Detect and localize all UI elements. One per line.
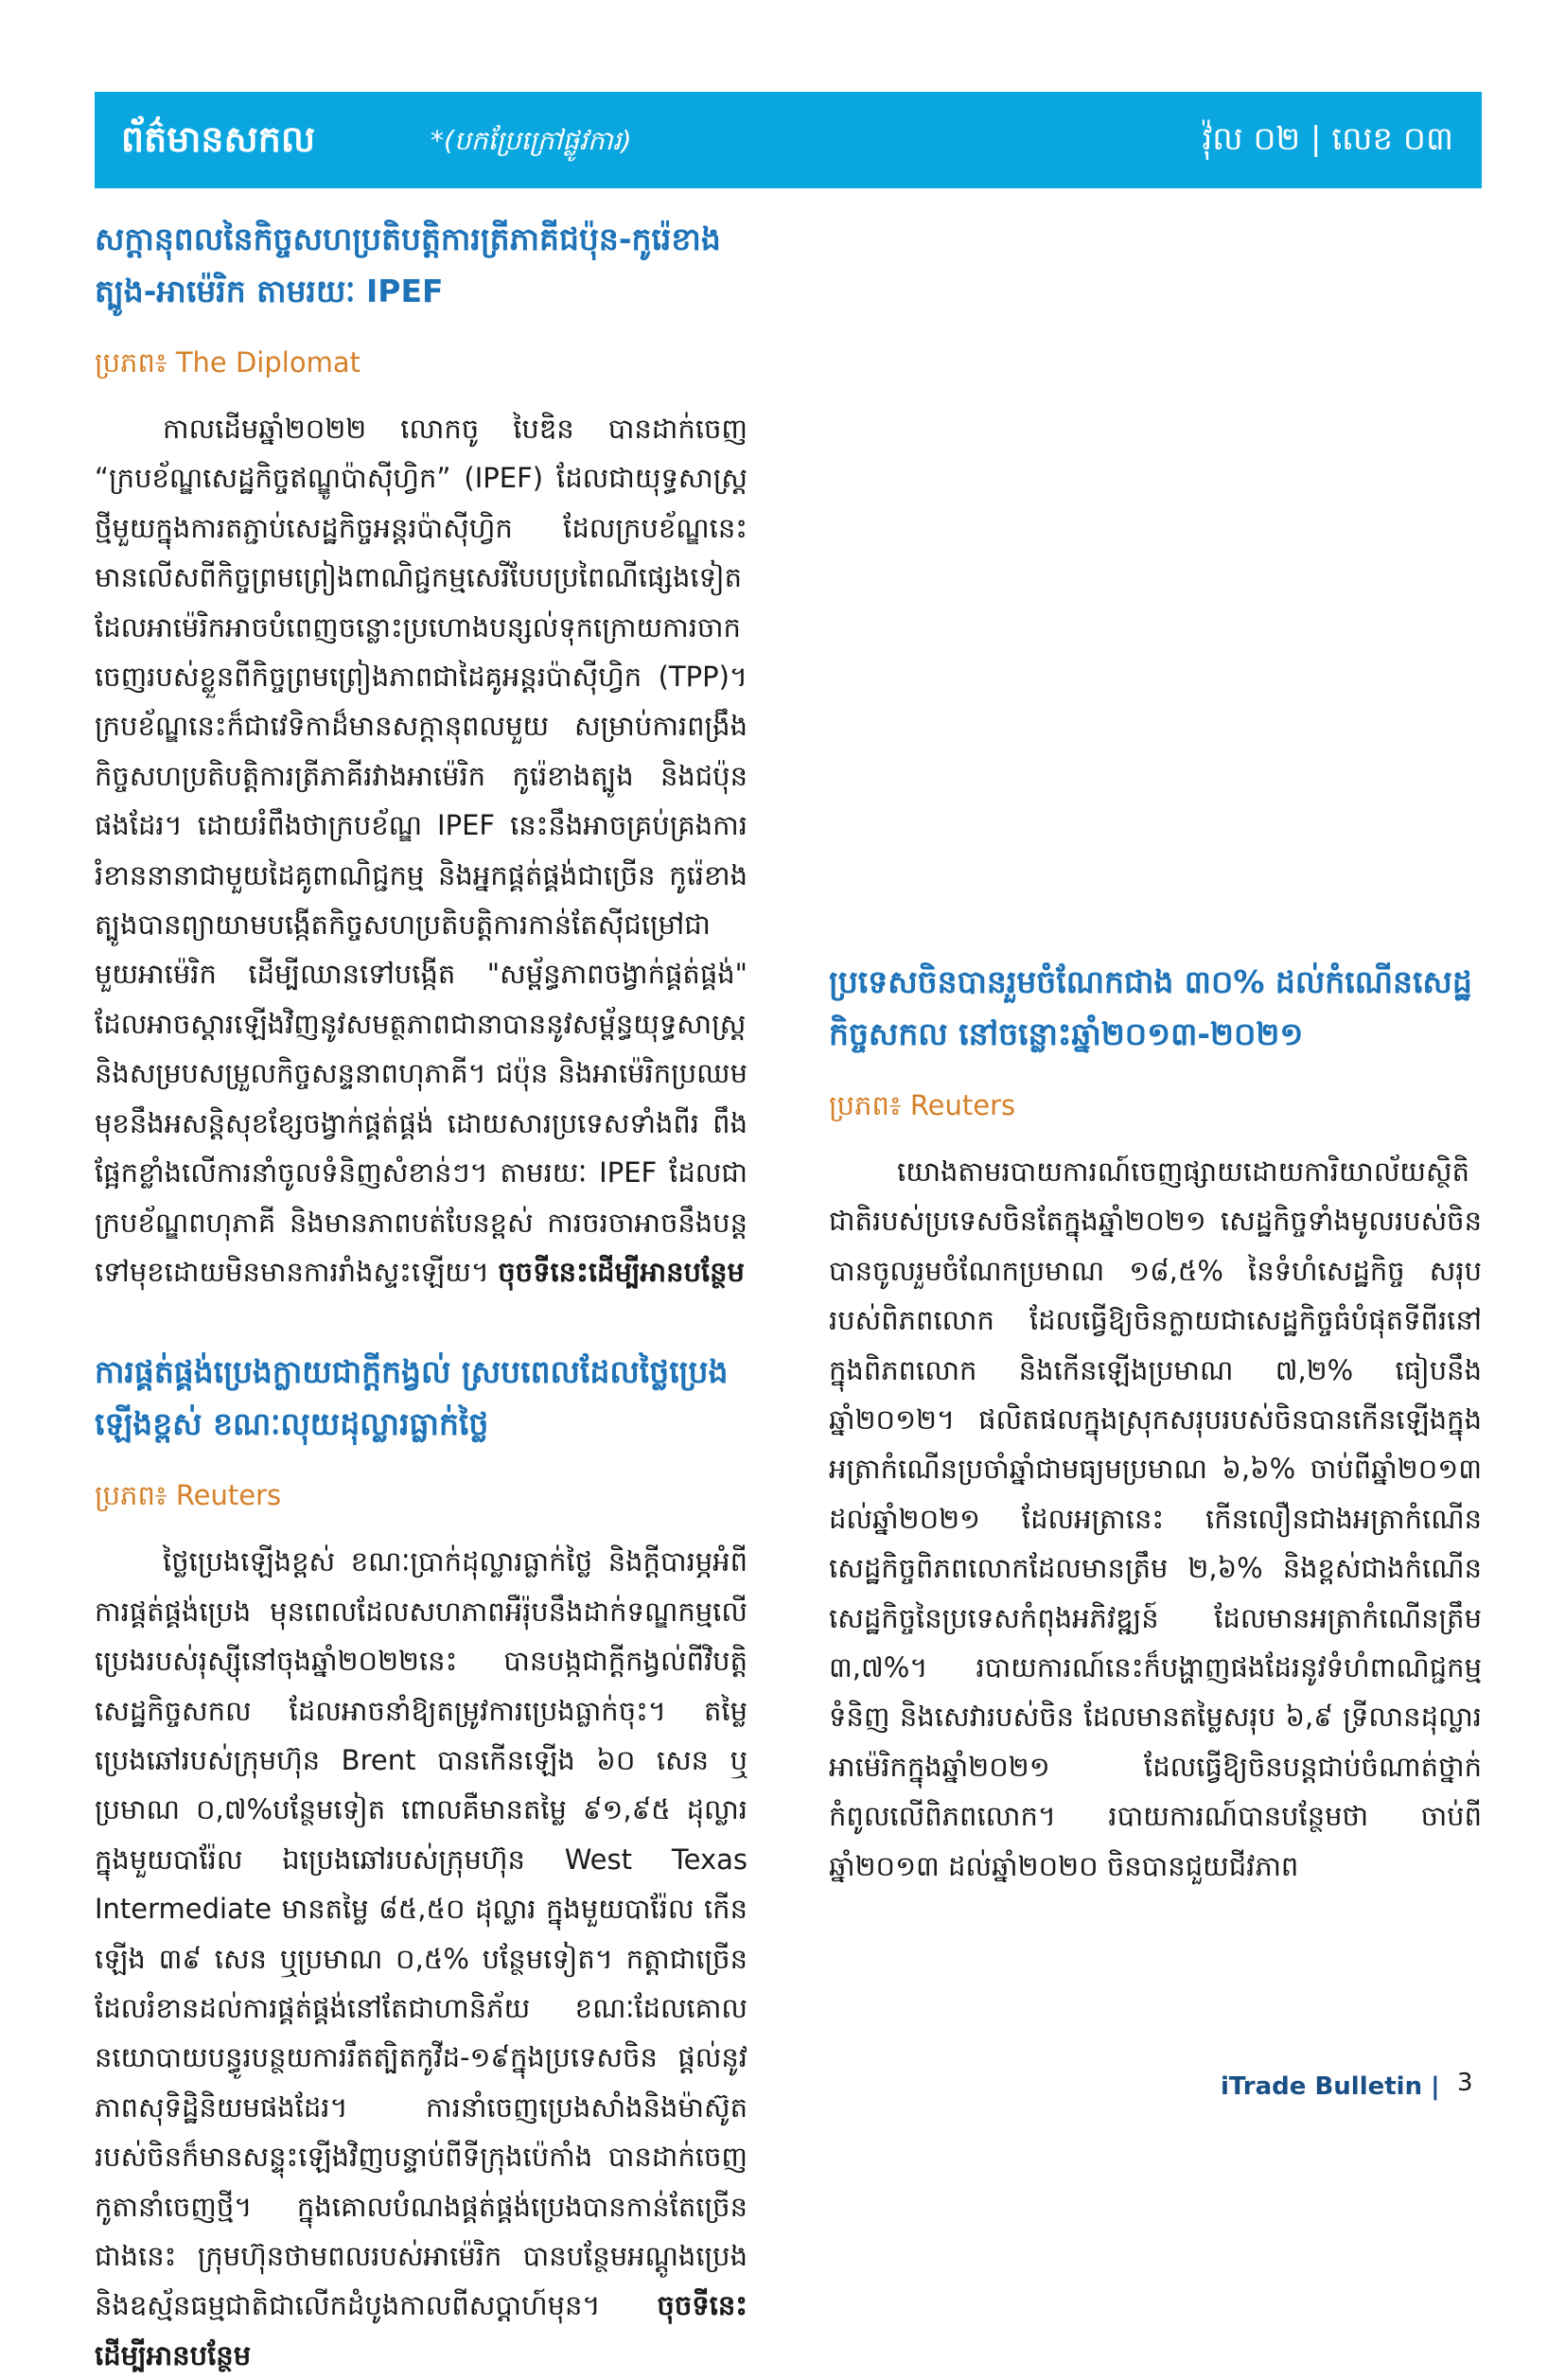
article-body (829, 1147, 1482, 1891)
article-headline: សក្តានុពលនៃកិច្ចសហប្រតិបត្តិការត្រីភាគីជប៉ុន-កូរ៉េខាងត្បូង-អាម៉េរិក តាមរយៈ IPEF (95, 220, 721, 309)
page-footer (1221, 2069, 1495, 2101)
article-oil-supply (95, 1346, 747, 2380)
page-number: 3 (1457, 2069, 1473, 2097)
section-title: ព័ត៌មានសកល (121, 118, 316, 160)
article-ipef (95, 213, 747, 1296)
page-header-bar (95, 92, 1482, 188)
article-body-text: យោងតាមរបាយការណ៍ចេញផ្សាយដោយការិយាល័យស្ថិតិជាតិរបស់ប្រទេសចិនតែក្នុងឆ្នាំ២០២១ សេដ្ឋកិច្ចទាំងមូលរបស់ចិនបានចូលរួមចំណែកប្រមាណ ១៨,៥% នៃទំហំសេដ្ឋកិច្ច សរុបរបស់ពិភពលោក ដែលធ្វើឱ្យចិនក្លាយជាសេដ្ឋកិច្ចធំបំផុតទីពីរនៅក្នុងពិភពលោក និងកើនឡើងប្រមាណ ៧,២% ធៀបនឹងឆ្នាំ២០១២។ ផលិតផលក្នុងស្រុកសរុបរបស់ចិនបានកើនឡើងក្នុងអត្រាកំណើនប្រចាំឆ្នាំជាមធ្យមប្រមាណ ៦,៦% ចាប់ពីឆ្នាំ២០១៣ ដល់ឆ្នាំ២០២១ ដែលអត្រានេះ កើនលឿនជាងអត្រាកំណើនសេដ្ឋកិច្ចពិភពលោកដែលមានត្រឹម ២,៦% និងខ្ពស់ជាងកំណើនសេដ្ឋកិច្ចនៃប្រទេសកំពុងអភិវឌ្ឍន៍ ដែលមានអត្រាកំណើនត្រឹម ៣,៧%។ របាយការណ៍នេះក៏បង្ហាញផងដែរនូវទំហំពាណិជ្ជកម្មទំនិញ និងសេវារបស់ចិន ដែលមានតម្លៃសរុប ៦,៩ ទ្រីលានដុល្លារអាម៉េរិកក្នុងឆ្នាំ២០២១ ដែលធ្វើឱ្យចិនបន្តជាប់ចំណាត់ថ្នាក់កំពូលលើពិភពលោក។ របាយការណ៍បានបន្ថែមថា ចាប់ពីឆ្នាំ២០១៣ ដល់ឆ្នាំ២០២០ ចិនបានជួយជីវភាព (829, 1155, 1482, 1882)
article-headline: ការផ្គត់ផ្គង់ប្រេងក្លាយជាក្តីកង្វល់ ស្របពេលដែលថ្លៃប្រេងឡើងខ្ពស់ ខណៈលុយដុល្លារធ្លាក់ថ្លៃ (95, 1353, 729, 1443)
article-china-growth (829, 956, 1482, 1891)
footer-brand: iTrade Bulletin | (1221, 2072, 1440, 2101)
right-column (829, 956, 1482, 1891)
issue-number: វ៉ុល ០២ | លេខ ០៣ (1202, 120, 1453, 158)
article-body-text: ថ្លៃប្រេងឡើងខ្ពស់ ខណៈប្រាក់ដុល្លារធ្លាក់ថ្លៃ និងក្តីបារម្ភអំពីការផ្គត់ផ្គង់ប្រេង មុនពេលដែលសហភាពអឺរ៉ុបនឹងដាក់ទណ្ឌកម្មលើប្រេងរបស់រុស្ស៊ីនៅចុងឆ្នាំ២០២២នេះ បានបង្កជាក្តីកង្វល់ពីវិបត្តិសេដ្ឋកិច្ចសកល ដែលអាចនាំឱ្យតម្រូវការប្រេងធ្លាក់ចុះ។ តម្លៃប្រេងឆៅរបស់ក្រុមហ៊ុន Brent បានកើនឡើង ៦០ សេន ឬប្រមាណ ០,៧%បន្ថែមទៀត ពោលគឺមានតម្លៃ ៩១,៩៥ ដុល្លារក្នុងមួយបារ៉ែល ឯប្រេងឆៅរបស់ក្រុមហ៊ុន West Texas Intermediate មានតម្លៃ ៨៥,៥០ ដុល្លារ ក្នុងមួយបារ៉ែល កើនឡើង ៣៩ សេន ឬប្រមាណ ០,៥% បន្ថែមទៀត។ កត្តាជាច្រើនដែលរំខានដល់ការផ្គត់ផ្គង់នៅតែជាហានិភ័យ ខណៈដែលគោលនយោបាយបន្ធូរបន្ថយការរឹតត្បិតកូវីដ-១៩ក្នុងប្រទេសចិន ផ្តល់នូវភាពសុទិដ្ឋិនិយមផងដែរ។ ការនាំចេញប្រេងសាំងនិងម៉ាស៊ូតរបស់ចិនក៏មានសន្ទុះឡើងវិញបន្ទាប់ពីទីក្រុងប៉េកាំង បានដាក់ចេញកូតានាំចេញថ្មី។ ក្នុងគោលបំណងផ្គត់ផ្គង់ប្រេងបានកាន់តែច្រើនជាងនេះ ក្រុមហ៊ុនថាមពលរបស់អាម៉េរិក បានបន្ថែមអណ្តូងប្រេង និងឧស្ម័នធម្មជាតិជាលើកដំបូងកាលពីសប្តាហ៍មុន។ (95, 1545, 747, 2322)
read-more-link[interactable]: ចុចទីនេះដើម្បីអានបន្ថែម (498, 1255, 745, 1288)
article-source: ប្រភព៖ Reuters (829, 1089, 1016, 1121)
article-source: ប្រភព៖ The Diplomat (95, 346, 360, 379)
read-more-link[interactable]: ចុចទីនេះដើម្បីអានបន្ថែម (95, 2289, 747, 2371)
article-body (95, 1537, 747, 2380)
article-headline: ប្រទេសចិនបានរួមចំណែកជាង ៣០% ដល់កំណើនសេដ្ឋកិច្ចសកល នៅចន្លោះឆ្នាំ២០១៣-២០២១ (829, 963, 1472, 1052)
translation-note: *(បកប្រែក្រៅផ្លូវការ) (431, 125, 632, 156)
article-source: ប្រភព៖ Reuters (95, 1479, 282, 1512)
article-body-text: កាលដើមឆ្នាំ២០២២ លោកចូ បៃឌិន បានដាក់ចេញ “ក្របខ័ណ្ឌសេដ្ឋកិច្ចឥណ្ឌូប៉ាស៊ីហ្វិក” (IPEF) ដែលជាយុទ្ធសាស្ត្រថ្មីមួយក្នុងការតភ្ជាប់សេដ្ឋកិច្ចអន្តរប៉ាស៊ីហ្វិក ដែលក្របខ័ណ្ឌនេះ មានលើសពីកិច្ចព្រមព្រៀងពាណិជ្ជកម្មសេរីបែបប្រពៃណីផ្សេងទៀត ដែលអាម៉េរិកអាចបំពេញចន្លោះប្រហោងបន្សល់ទុកក្រោយការចាកចេញរបស់ខ្លួនពីកិច្ចព្រមព្រៀងភាពជាដៃគូអន្តរប៉ាស៊ីហ្វិក (TPP)។ ក្របខ័ណ្ឌនេះក៏ជាវេទិកាដ៏មានសក្តានុពលមួយ សម្រាប់ការពង្រឹងកិច្ចសហប្រតិបត្តិការត្រីភាគីរវាងអាម៉េរិក កូរ៉េខាងត្បូង និងជប៉ុនផងដែរ។ ដោយរំពឹងថាក្របខ័ណ្ឌ IPEF នេះនឹងអាចគ្រប់គ្រងការរំខាននានាជាមួយដៃគូពាណិជ្ជកម្ម និងអ្នកផ្គត់ផ្គង់ជាច្រើន កូរ៉េខាងត្បូងបានព្យាយាមបង្កើតកិច្ចសហប្រតិបត្តិការកាន់តែស៊ីជម្រៅជាមួយអាម៉េរិក ដើម្បីឈានទៅបង្កើត "សម្ព័ន្ធភាពចង្វាក់ផ្គត់ផ្គង់" ដែលអាចស្តារឡើងវិញនូវសមត្ថភាពជានាបាននូវសម្ព័ន្ធយុទ្ធសាស្ត្រ និងសម្របសម្រួលកិច្ចសន្ទនាពហុភាគី។ ជប៉ុន និងអាម៉េរិកប្រឈមមុខនឹងអសន្តិសុខខ្សែចង្វាក់ផ្គត់ផ្គង់ ដោយសារប្រទេសទាំងពីរ ពឹងផ្អែកខ្លាំងលើការនាំចូលទំនិញសំខាន់ៗ។ តាមរយៈ IPEF ដែលជាក្របខ័ណ្ឌពហុភាគី និងមានភាពបត់បែនខ្ពស់ ការចរចាអាចនឹងបន្តទៅមុខដោយមិនមានការរាំងស្ទះឡើយ។ (95, 413, 747, 1288)
left-column (95, 213, 747, 2380)
article-body (95, 404, 747, 1296)
